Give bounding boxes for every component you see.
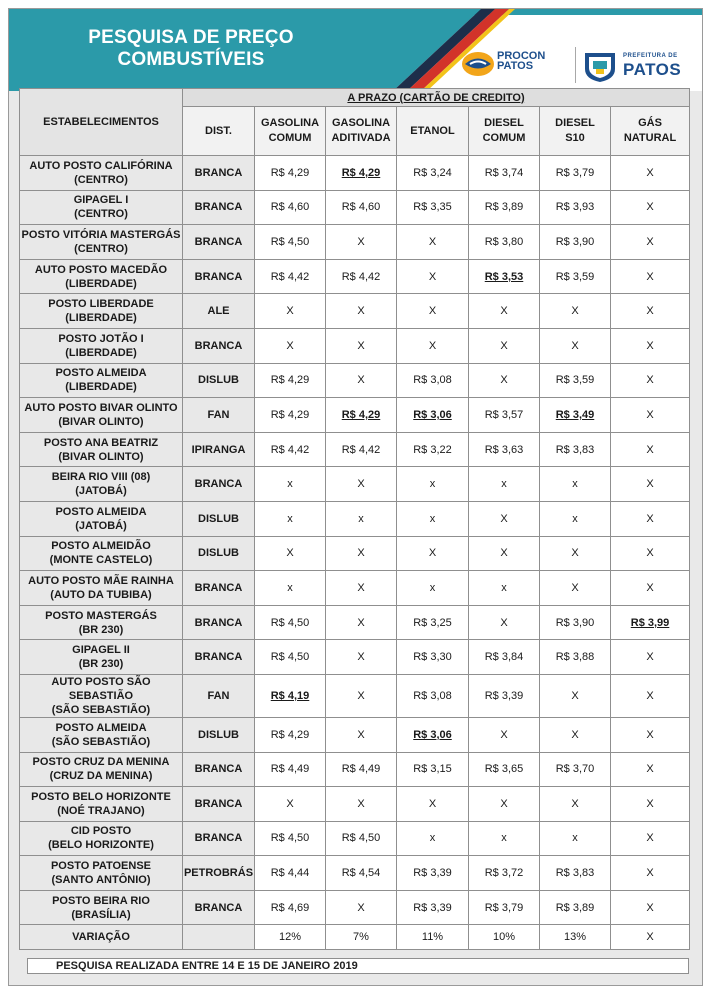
price-cell: X [540,294,611,329]
distributor-cell: BRANCA [183,787,255,822]
distributor-cell: PETROBRÁS [183,856,255,891]
price-cell: R$ 4,29 [255,717,326,752]
establishment-cell [20,259,183,294]
establishment-area: (CENTRO) [74,208,128,221]
best-price-cell: R$ 3,06 [397,717,469,752]
distributor-cell: BRANCA [183,328,255,363]
price-cell: x [397,571,469,606]
table-row [20,328,690,363]
establishment-cell [20,467,183,502]
table-row [20,752,690,787]
price-cell: R$ 4,29 [255,398,326,433]
price-cell: R$ 3,88 [540,640,611,675]
establishment-cell [20,328,183,363]
establishment-name: POSTO LIBERDADE [48,298,154,311]
price-cell: X [611,674,690,717]
price-cell: X [326,363,397,398]
price-cell: X [611,640,690,675]
table-row [20,225,690,260]
table-row [20,674,690,717]
price-cell: R$ 4,44 [255,856,326,891]
price-cell: X [255,536,326,571]
column-header-line: GASOLINA [260,117,320,129]
best-price-cell: R$ 4,29 [326,398,397,433]
price-cell: x [469,571,540,606]
price-cell: X [540,787,611,822]
establishment-cell [20,717,183,752]
price-cell: X [326,717,397,752]
establishment-name: AUTO POSTO SÃO SEBASTIÃO [51,675,151,702]
price-cell: R$ 4,60 [326,190,397,225]
price-cell: X [611,536,690,571]
price-cell: R$ 3,35 [397,190,469,225]
logo-divider [575,47,576,83]
column-header [255,107,326,156]
price-cell: R$ 4,50 [255,605,326,640]
price-cell: R$ 3,79 [540,156,611,191]
establishment-area: (BELO HORIZONTE) [48,839,154,852]
price-cell: X [540,328,611,363]
establishment-area: (LIBERDADE) [65,346,137,359]
establishment-area: (JATOBÁ) [75,485,127,498]
column-header [397,107,469,156]
establishment-name: POSTO MASTERGÁS [45,609,157,622]
procon-logo [461,49,569,83]
establishment-cell [20,605,183,640]
price-cell: R$ 3,59 [540,363,611,398]
establishment-name: POSTO PATOENSE [50,860,152,873]
price-cell: X [469,536,540,571]
column-header [611,107,690,156]
table-row [20,717,690,752]
establishment-name: POSTO ALMEIDA [55,721,147,734]
table-row [20,856,690,891]
price-cell: R$ 3,57 [469,398,540,433]
price-cell: R$ 3,89 [540,890,611,925]
establishment-cell [20,363,183,398]
establishment-name: POSTO ALMEIDA [55,505,147,518]
variation-row [20,925,690,950]
price-cell: X [611,432,690,467]
prefeitura-small-text: PREFEITURA DE [623,53,678,59]
variation-value: 12% [255,925,326,950]
price-cell: x [255,467,326,502]
distributor-cell: DISLUB [183,501,255,536]
column-header-line: DIESEL [484,117,524,129]
price-cell: R$ 3,70 [540,752,611,787]
distributor-cell: FAN [183,398,255,433]
table-row [20,605,690,640]
variation-value: 7% [326,925,397,950]
price-cell: X [397,294,469,329]
establishment-cell [20,536,183,571]
price-cell: X [611,363,690,398]
establishment-area: (LIBERDADE) [65,277,137,290]
variation-value: 10% [469,925,540,950]
establishment-name: POSTO ALMEIDÃO [51,540,151,553]
price-cell: X [469,717,540,752]
table-row [20,821,690,856]
price-cell: X [326,225,397,260]
price-cell: X [326,640,397,675]
distributor-cell: BRANCA [183,821,255,856]
distributor-cell: BRANCA [183,605,255,640]
price-cell: x [469,821,540,856]
best-price-cell: R$ 3,06 [397,398,469,433]
price-cell: R$ 3,90 [540,225,611,260]
price-cell: R$ 4,42 [326,432,397,467]
distributor-cell: BRANCA [183,190,255,225]
establishment-cell [20,225,183,260]
establishment-area: (BIVAR OLINTO) [58,450,144,463]
price-cell: X [611,717,690,752]
procon-wordmark [497,51,545,71]
price-cell: R$ 3,90 [540,605,611,640]
price-cell: X [326,467,397,502]
establishment-name: AUTO POSTO BIVAR OLINTO [24,401,178,414]
price-cell: X [469,605,540,640]
price-cell: X [540,717,611,752]
establishment-name: AUTO POSTO MACEDÃO [34,263,168,276]
establishment-name: AUTO POSTO CALIFÓRINA [29,159,173,172]
price-cell: X [611,398,690,433]
variation-empty-cell [183,925,255,950]
price-cell: R$ 3,08 [397,674,469,717]
price-cell: R$ 4,49 [326,752,397,787]
price-cell: R$ 3,22 [397,432,469,467]
establishment-cell [20,890,183,925]
table-row [20,363,690,398]
establishment-area: (BR 230) [78,623,124,636]
price-cell: R$ 3,59 [540,259,611,294]
distributor-cell: BRANCA [183,259,255,294]
price-cell: x [540,821,611,856]
price-cell: R$ 4,42 [255,432,326,467]
table-row [20,432,690,467]
best-price-cell: R$ 3,99 [611,605,690,640]
payment-mode-header: A PRAZO (CARTÃO DE CREDITO) [183,89,690,107]
distributor-cell: ALE [183,294,255,329]
price-cell: R$ 3,74 [469,156,540,191]
price-cell: X [469,787,540,822]
price-cell: X [540,536,611,571]
price-cell: X [397,259,469,294]
establishment-area: (BR 230) [78,658,124,671]
price-cell: R$ 3,93 [540,190,611,225]
distributor-cell: BRANCA [183,752,255,787]
price-cell: X [469,328,540,363]
price-cell: X [469,501,540,536]
distributor-cell: BRANCA [183,156,255,191]
establishment-area: (CENTRO) [74,173,128,186]
price-cell: R$ 4,50 [255,640,326,675]
column-header [540,107,611,156]
price-cell: R$ 3,83 [540,432,611,467]
best-price-cell: R$ 4,29 [326,156,397,191]
price-cell: X [611,190,690,225]
establishment-cell [20,640,183,675]
price-cell: X [326,294,397,329]
price-table [19,88,690,950]
establishment-name: POSTO ALMEIDA [55,367,147,380]
price-cell: X [469,294,540,329]
price-cell: R$ 3,79 [469,890,540,925]
column-header-line: GASOLINA [331,117,391,129]
distributor-cell: DISLUB [183,717,255,752]
page-title [71,27,311,71]
table-row [20,259,690,294]
column-header-line: DIESEL [555,117,595,129]
establishment-cell [20,501,183,536]
distributor-cell: DISLUB [183,363,255,398]
establishment-area: (CRUZ DA MENINA) [49,770,153,783]
establishment-cell [20,190,183,225]
best-price-cell: R$ 3,49 [540,398,611,433]
price-cell: X [611,571,690,606]
establishment-cell [20,821,183,856]
table-body [20,156,690,950]
establishment-cell [20,571,183,606]
establishment-name: CID POSTO [70,825,132,838]
establishment-area: (LIBERDADE) [65,381,137,394]
establishments-header: ESTABELECIMENTOS [20,89,183,156]
column-header-line: ETANOL [410,124,455,137]
price-cell: X [397,787,469,822]
table-row [20,501,690,536]
establishment-area: (SÃO SEBASTIÃO) [51,703,151,716]
table-row [20,890,690,925]
price-cell: R$ 3,30 [397,640,469,675]
title-line-1: PESQUISA DE PREÇO [88,27,294,48]
price-cell: X [326,787,397,822]
establishment-cell [20,432,183,467]
column-header-line: GÁS [638,117,662,129]
distributor-cell: IPIRANGA [183,432,255,467]
establishment-area: (LIBERDADE) [65,312,137,325]
establishment-name: POSTO JOTÃO I [58,332,144,345]
price-cell: R$ 3,84 [469,640,540,675]
price-cell: R$ 3,72 [469,856,540,891]
distributor-cell: BRANCA [183,467,255,502]
price-cell: X [611,501,690,536]
table-row [20,536,690,571]
prefeitura-logo [581,49,691,83]
price-cell: x [540,467,611,502]
column-header-line: COMUM [268,132,312,144]
price-cell: R$ 4,54 [326,856,397,891]
price-cell: R$ 3,25 [397,605,469,640]
distributor-cell: BRANCA [183,890,255,925]
establishment-name: POSTO BEIRA RIO [52,894,150,907]
column-header-line: DIST. [205,124,232,137]
establishment-name: GIPAGEL I [73,194,129,207]
price-cell: R$ 3,24 [397,156,469,191]
establishment-area: (SÃO SEBASTIÃO) [51,735,151,748]
price-cell: X [326,890,397,925]
price-cell: x [326,501,397,536]
column-header-line: COMUM [482,132,526,144]
distributor-cell: FAN [183,674,255,717]
price-cell: X [397,328,469,363]
price-cell: X [540,674,611,717]
price-cell: X [611,890,690,925]
price-cell: X [611,856,690,891]
procon-line-1: PROCON [497,50,546,62]
establishment-cell [20,856,183,891]
table-row [20,294,690,329]
establishment-area: (SANTO ANTÔNIO) [51,874,151,887]
column-header [469,107,540,156]
price-cell: R$ 4,49 [255,752,326,787]
prefeitura-big-text: PATOS [623,60,682,79]
price-cell: R$ 3,80 [469,225,540,260]
establishment-area: (MONTE CASTELO) [49,554,153,567]
table-row [20,156,690,191]
variation-label: VARIAÇÃO [20,925,183,950]
establishment-area: (CENTRO) [74,242,128,255]
header-banner [9,9,702,91]
price-cell: X [469,363,540,398]
price-cell: x [469,467,540,502]
establishment-area: (AUTO DA TUBIBA) [50,588,152,601]
column-header [326,107,397,156]
price-cell: R$ 4,50 [255,821,326,856]
price-cell: X [611,225,690,260]
price-cell: X [397,536,469,571]
procon-line-2: PATOS [497,60,534,72]
table-row [20,398,690,433]
price-cell: R$ 3,08 [397,363,469,398]
establishment-cell [20,398,183,433]
best-price-cell: R$ 4,19 [255,674,326,717]
price-cell: X [255,294,326,329]
establishment-area: (NOÉ TRAJANO) [57,804,145,817]
distributor-cell: BRANCA [183,225,255,260]
variation-value: X [611,925,690,950]
price-cell: R$ 3,63 [469,432,540,467]
price-cell: R$ 3,15 [397,752,469,787]
table-row [20,467,690,502]
price-cell: x [397,821,469,856]
establishment-name: POSTO CRUZ DA MENINA [32,756,170,769]
price-cell: x [255,571,326,606]
table-row [20,787,690,822]
price-cell: R$ 3,89 [469,190,540,225]
price-cell: R$ 4,29 [255,156,326,191]
price-cell: X [326,536,397,571]
price-cell: X [611,752,690,787]
establishment-cell [20,787,183,822]
price-cell: X [611,821,690,856]
distributor-cell: BRANCA [183,640,255,675]
price-cell: X [255,787,326,822]
price-cell: X [326,328,397,363]
price-cell: x [255,501,326,536]
distributor-cell: DISLUB [183,536,255,571]
price-cell: X [326,674,397,717]
variation-value: 11% [397,925,469,950]
establishment-cell [20,752,183,787]
column-header [183,107,255,156]
establishment-name: POSTO VITÓRIA MASTERGÁS [21,228,181,241]
price-cell: R$ 3,39 [469,674,540,717]
price-cell: X [540,571,611,606]
best-price-cell: R$ 3,53 [469,259,540,294]
establishment-area: (BRASÍLIA) [71,908,131,921]
price-cell: R$ 4,29 [255,363,326,398]
price-cell: R$ 3,65 [469,752,540,787]
title-line-2: COMBUSTÍVEIS [117,49,265,70]
price-cell: X [611,787,690,822]
price-cell: X [326,571,397,606]
price-cell: X [611,294,690,329]
price-cell: X [611,467,690,502]
price-cell: R$ 3,83 [540,856,611,891]
price-cell: x [397,501,469,536]
price-cell: X [611,156,690,191]
price-cell: R$ 4,50 [326,821,397,856]
column-header-line: ADITIVADA [331,132,391,144]
column-header-line: S10 [565,132,585,144]
research-date-footer: PESQUISA REALIZADA ENTRE 14 E 15 DE JANEIRO 2019 [27,958,689,974]
price-cell: X [611,328,690,363]
price-cell: R$ 4,42 [326,259,397,294]
establishment-area: (BIVAR OLINTO) [58,415,144,428]
establishment-cell [20,156,183,191]
establishment-name: POSTO ANA BEATRIZ [43,436,159,449]
table-row [20,190,690,225]
price-cell: R$ 4,69 [255,890,326,925]
establishment-name: GIPAGEL II [72,644,130,657]
establishment-name: AUTO POSTO MÃE RAINHA [28,574,174,587]
establishment-cell [20,674,183,717]
price-cell: X [255,328,326,363]
distributor-cell: BRANCA [183,571,255,606]
price-cell: x [540,501,611,536]
column-header-line: NATURAL [623,132,677,144]
establishment-name: BEIRA RIO VIII (08) [51,471,151,484]
price-cell: R$ 4,60 [255,190,326,225]
procon-handshake-icon [461,49,495,79]
price-cell: R$ 3,39 [397,890,469,925]
establishment-name: POSTO BELO HORIZONTE [31,790,171,803]
price-cell: R$ 3,39 [397,856,469,891]
establishment-area: (JATOBÁ) [75,519,127,532]
table-row [20,640,690,675]
price-cell: X [611,259,690,294]
variation-value: 13% [540,925,611,950]
price-cell: R$ 4,42 [255,259,326,294]
price-cell: X [397,225,469,260]
city-crest-icon [581,49,619,83]
price-cell: X [326,605,397,640]
price-cell: x [397,467,469,502]
establishment-cell [20,294,183,329]
table-row [20,571,690,606]
price-cell: R$ 4,50 [255,225,326,260]
